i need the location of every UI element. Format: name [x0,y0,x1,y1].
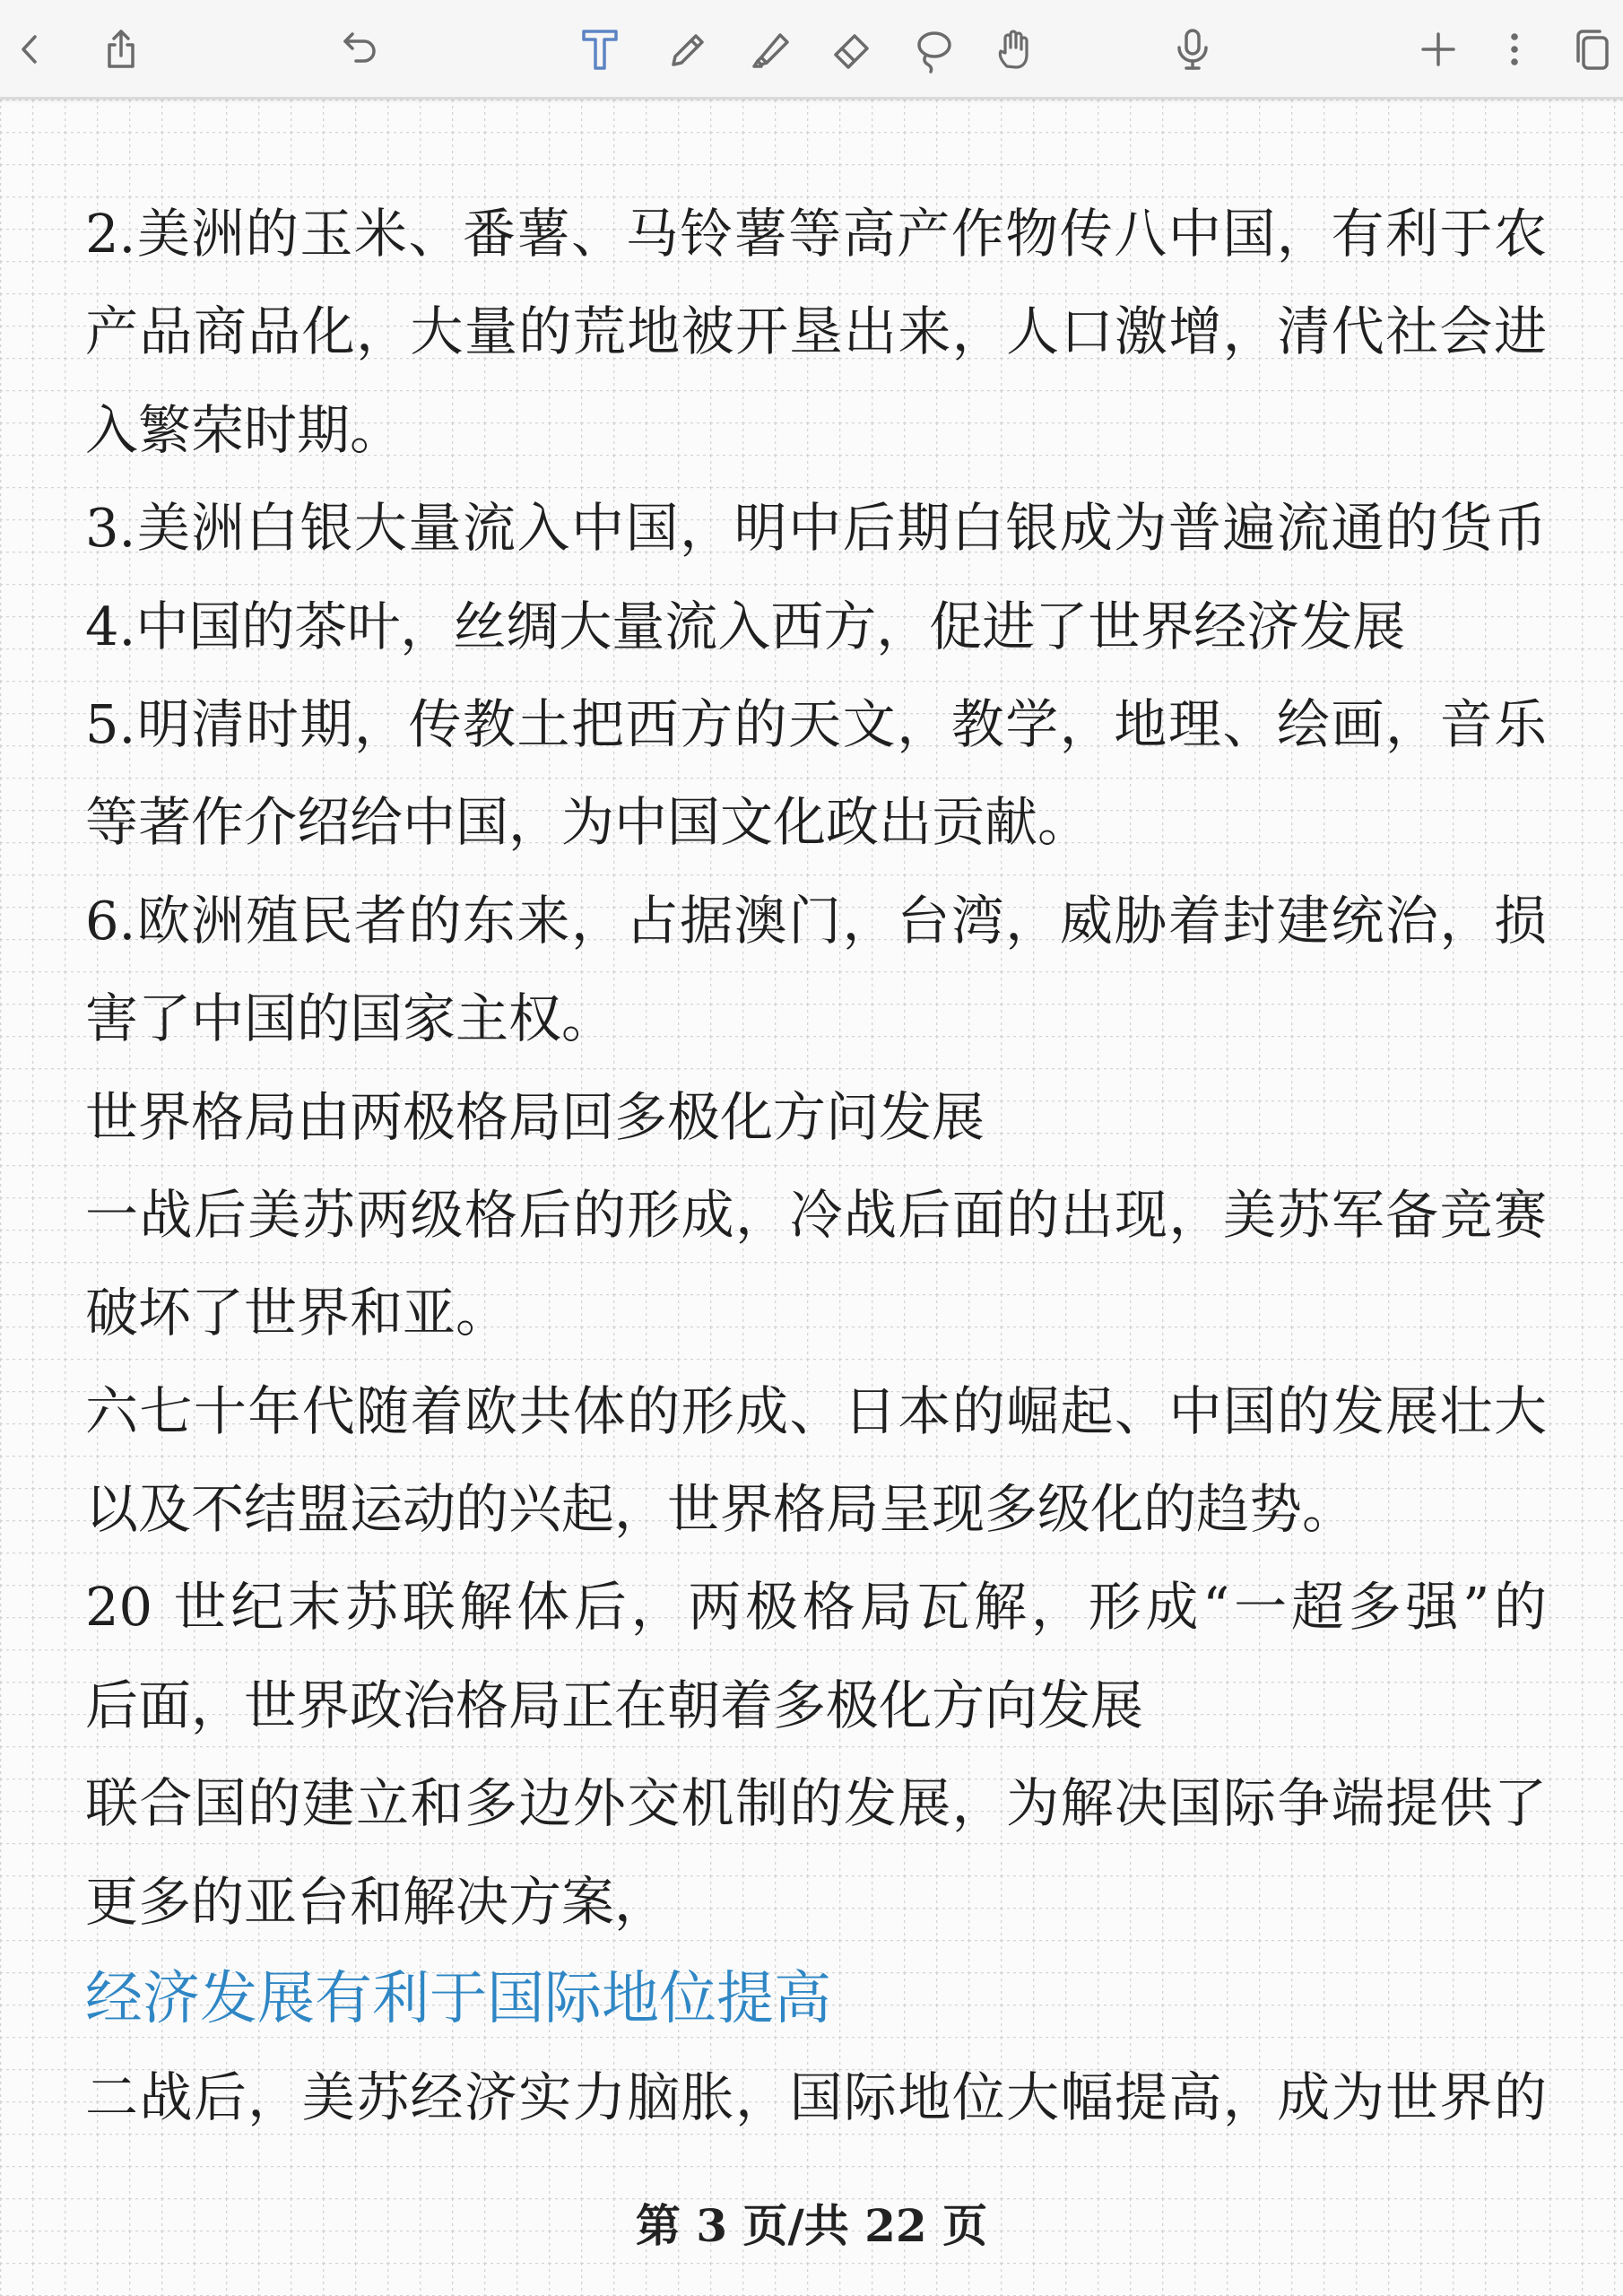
undo-icon[interactable] [337,25,386,74]
text-line: 以及不结盟运动的兴起，世界格局呈现多级化的趋势。 [85,1478,1356,1541]
text-line: 3.美洲白银大量流入中国，明中后期白银成为普遍流通的货币 [85,497,1547,560]
text-line: 破坏了世界和亚。 [85,1282,509,1344]
text-line: 联合国的建立和多边外交机制的发展，为解决国际争端提供了 [85,1772,1547,1835]
highlighter-icon[interactable] [747,25,795,74]
text-line: 入繁荣时期。 [85,398,404,461]
pages-icon[interactable] [1568,25,1617,74]
paragraph [85,185,1547,479]
share-icon[interactable] [97,25,145,74]
text-line: 2.美洲的玉米、番薯、马铃薯等高产作物传八中国，有利于农 [85,203,1547,265]
toolbar [0,0,1623,100]
section-heading: 经济发展有利于国际地位提高 [85,1966,831,2033]
paragraph [85,1362,1547,1559]
text-line: 6.欧洲殖民者的东来，占据澳门，台湾，威胁着封建统治，损 [85,889,1547,952]
text-line: 后面，世界政治格局正在朝着多极化方向发展 [85,1674,1144,1736]
text-line: 产品商品化，大量的荒地被开垦出来，人口激增，清代社会进 [85,300,1547,363]
paragraph [85,675,1547,872]
back-icon[interactable] [5,25,54,74]
pen-icon[interactable] [664,25,712,74]
paragraph [85,1558,1547,1754]
paragraph [85,872,1547,1068]
text-line: 六七十年代随着欧共体的形成、日本的崛起、中国的发展壮大 [85,1379,1547,1442]
text-line: 5.明清时期，传教土把西方的天文，教学，地理、绘画，音乐 [85,692,1547,755]
lasso-icon[interactable] [909,25,958,74]
text-line: 二战后，美苏经济实力脑胀，国际地位大幅提高，成为世界的 [85,2066,1547,2129]
text-line: 一战后美苏两级格后的形成，冷战后面的出现，美苏军备竞赛 [85,1183,1547,1246]
text-line: 20 世纪末苏联解体后，两极格局瓦解，形成“一超多强”的 [85,1576,1547,1639]
text-line: 害了中国的国家主权。 [85,987,615,1050]
paragraph [85,1754,1547,1951]
text-line: 世界格局由两极格局回多极化方问发展 [85,1085,985,1148]
paragraph [85,578,1547,675]
eraser-icon[interactable] [828,25,876,74]
text-line: 4.中国的茶叶，丝绸大量流入西方，促进了世界经济发展 [85,595,1406,657]
plus-icon[interactable] [1414,25,1462,74]
microphone-icon[interactable] [1168,25,1217,74]
text-line: 等著作介绍给中国，为中国文化政出贡献。 [85,791,1091,854]
paragraph [85,2048,1547,2146]
hand-icon[interactable] [990,25,1038,74]
paragraph [85,479,1547,577]
paragraph [85,1166,1547,1362]
note-page-content [85,185,1547,2147]
paragraph [85,1068,1547,1166]
more-vertical-icon[interactable] [1490,25,1539,74]
text-tool-icon[interactable] [576,25,624,74]
text-line: 更多的亚台和解决方案， [85,1870,668,1933]
page-indicator: 第 3 页/共 22 页 [635,2199,988,2252]
